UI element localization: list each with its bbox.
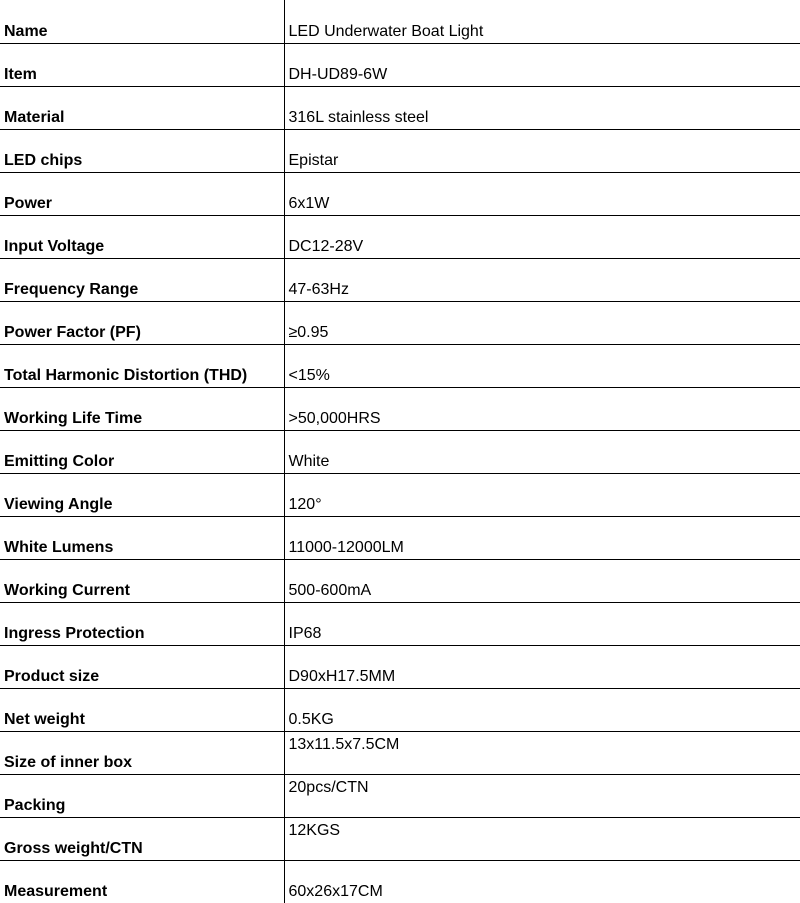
- row-label: LED chips: [0, 129, 284, 172]
- table-row-thd: [0, 344, 800, 387]
- row-value: 60x26x17CM: [284, 860, 800, 903]
- row-value: 13x11.5x7.5CM: [284, 731, 800, 774]
- table-row-packing: [0, 774, 800, 817]
- table-row-net-weight: [0, 688, 800, 731]
- table-row-emitting-color: [0, 430, 800, 473]
- row-value: 500-600mA: [284, 559, 800, 602]
- row-label: Emitting Color: [0, 430, 284, 473]
- row-value: LED Underwater Boat Light: [284, 0, 800, 43]
- row-value: IP68: [284, 602, 800, 645]
- table-row-frequency-range: [0, 258, 800, 301]
- row-label: Net weight: [0, 688, 284, 731]
- row-value: 6x1W: [284, 172, 800, 215]
- row-label: Name: [0, 0, 284, 43]
- row-label: Viewing Angle: [0, 473, 284, 516]
- table-row-item: [0, 43, 800, 86]
- row-label: Packing: [0, 774, 284, 817]
- row-label: Working Life Time: [0, 387, 284, 430]
- row-label: Product size: [0, 645, 284, 688]
- table-row-name: [0, 0, 800, 43]
- row-label: Gross weight/CTN: [0, 817, 284, 860]
- row-value: 120°: [284, 473, 800, 516]
- row-value: DH-UD89-6W: [284, 43, 800, 86]
- table-row-white-lumens: [0, 516, 800, 559]
- row-value: <15%: [284, 344, 800, 387]
- table-row-input-voltage: [0, 215, 800, 258]
- row-label: Frequency Range: [0, 258, 284, 301]
- table-row-gross-weight: [0, 817, 800, 860]
- table-row-ingress-protection: [0, 602, 800, 645]
- row-label: Measurement: [0, 860, 284, 903]
- table-row-measurement: [0, 860, 800, 903]
- table-row-viewing-angle: [0, 473, 800, 516]
- row-value: DC12-28V: [284, 215, 800, 258]
- row-label: White Lumens: [0, 516, 284, 559]
- row-value: 12KGS: [284, 817, 800, 860]
- row-value: White: [284, 430, 800, 473]
- row-label: Power Factor (PF): [0, 301, 284, 344]
- table-row-product-size: [0, 645, 800, 688]
- row-label: Item: [0, 43, 284, 86]
- row-label: Input Voltage: [0, 215, 284, 258]
- table-row-size-of-inner-box: [0, 731, 800, 774]
- table-row-power: [0, 172, 800, 215]
- row-value: 316L stainless steel: [284, 86, 800, 129]
- row-label: Working Current: [0, 559, 284, 602]
- row-label: Size of inner box: [0, 731, 284, 774]
- row-label: Total Harmonic Distortion (THD): [0, 344, 284, 387]
- row-value: 0.5KG: [284, 688, 800, 731]
- row-value: ≥0.95: [284, 301, 800, 344]
- row-value: 47-63Hz: [284, 258, 800, 301]
- table-row-working-current: [0, 559, 800, 602]
- table-row-working-life-time: [0, 387, 800, 430]
- row-label: Ingress Protection: [0, 602, 284, 645]
- row-value: >50,000HRS: [284, 387, 800, 430]
- row-value: D90xH17.5MM: [284, 645, 800, 688]
- row-value: Epistar: [284, 129, 800, 172]
- table-row-material: [0, 86, 800, 129]
- table-row-led-chips: [0, 129, 800, 172]
- row-value: 20pcs/CTN: [284, 774, 800, 817]
- row-label: Power: [0, 172, 284, 215]
- row-value: 11000-12000LM: [284, 516, 800, 559]
- table-row-power-factor: [0, 301, 800, 344]
- row-label: Material: [0, 86, 284, 129]
